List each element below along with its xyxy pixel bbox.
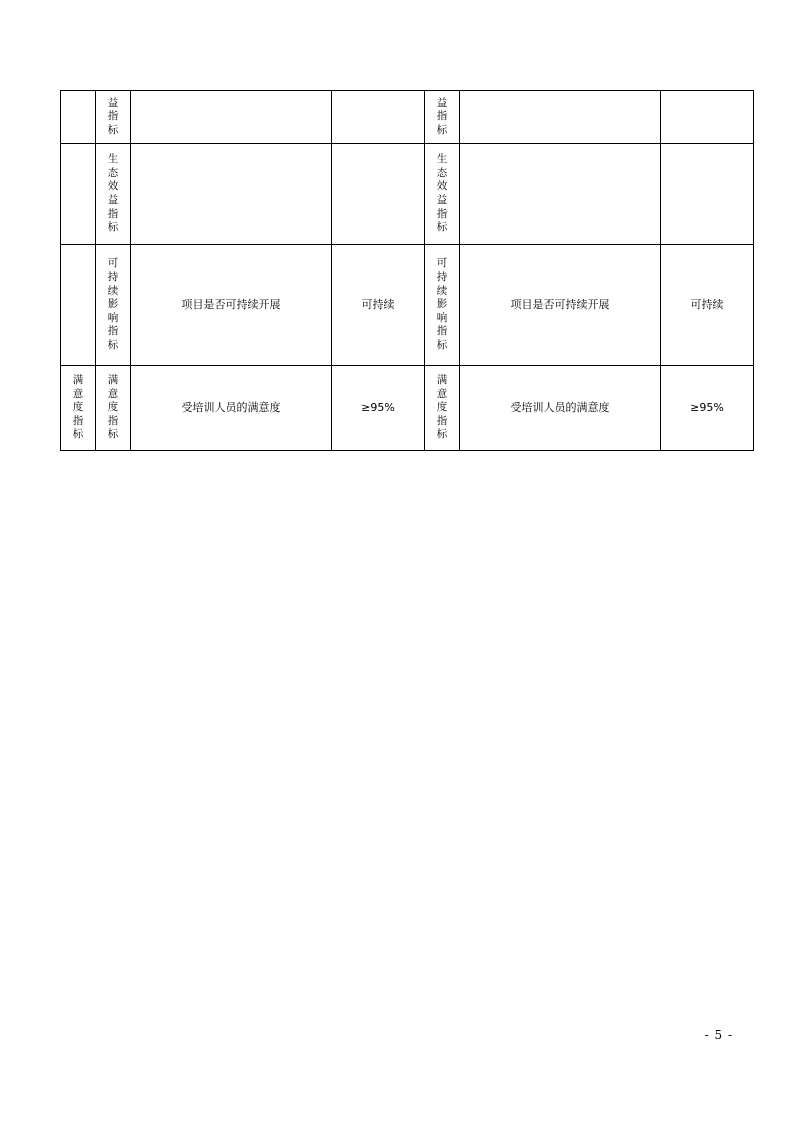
content-left-text: 受培训人员的满意度 — [181, 400, 281, 414]
indicator-right-text: 生态效益指标 — [436, 153, 448, 234]
indicator-left-cell — [96, 366, 131, 451]
value-right-cell — [661, 245, 754, 366]
content-right-text — [460, 115, 660, 119]
indicator-left-text: 生态效益指标 — [107, 153, 119, 234]
indicator-right-cell — [425, 144, 460, 245]
indicator-left-cell — [96, 91, 131, 144]
indicator-left-text: 满意度指标 — [107, 373, 119, 441]
indicator-right-text: 可持续影响指标 — [436, 257, 448, 352]
value-left-text — [332, 192, 424, 196]
indicator-left-cell — [96, 245, 131, 366]
content-left-text — [131, 192, 331, 196]
value-right-cell — [661, 91, 754, 144]
table-row — [61, 144, 754, 245]
value-left-text — [332, 115, 424, 119]
value-left-cell — [332, 144, 425, 245]
value-left-cell — [332, 245, 425, 366]
value-right-cell — [661, 366, 754, 451]
indicator-right-cell — [425, 245, 460, 366]
content-left-text — [131, 115, 331, 119]
indicator-left-text: 益指标 — [107, 96, 119, 136]
content-left-text: 项目是否可持续开展 — [181, 297, 281, 311]
category-text: 满意度指标 — [72, 373, 84, 441]
category-text — [71, 114, 85, 120]
value-left-text: 可持续 — [361, 297, 395, 311]
value-left-text: ≥95% — [361, 400, 395, 414]
table-row — [61, 366, 754, 451]
value-left-cell — [332, 91, 425, 144]
content-right-cell — [460, 245, 661, 366]
content-left-cell — [131, 91, 332, 144]
category-text — [71, 191, 85, 197]
performance-indicator-table — [60, 90, 754, 451]
value-right-text — [661, 115, 753, 119]
content-right-text: 受培训人员的满意度 — [510, 400, 610, 414]
category-cell — [61, 366, 96, 451]
table-row — [61, 245, 754, 366]
content-left-cell — [131, 366, 332, 451]
value-right-text: ≥95% — [690, 400, 724, 414]
content-right-text: 项目是否可持续开展 — [510, 297, 610, 311]
category-cell — [61, 245, 96, 366]
value-right-cell — [661, 144, 754, 245]
value-right-text — [661, 192, 753, 196]
category-text — [71, 302, 85, 308]
category-cell — [61, 144, 96, 245]
content-right-cell — [460, 366, 661, 451]
indicator-right-cell — [425, 91, 460, 144]
content-left-cell — [131, 144, 332, 245]
content-right-text — [460, 192, 660, 196]
indicator-right-text: 益指标 — [436, 96, 448, 136]
table-row — [61, 91, 754, 144]
content-right-cell — [460, 91, 661, 144]
content-left-cell — [131, 245, 332, 366]
content-right-cell — [460, 144, 661, 245]
indicator-left-cell — [96, 144, 131, 245]
indicator-right-cell — [425, 366, 460, 451]
value-right-text: 可持续 — [690, 297, 724, 311]
indicator-right-text: 满意度指标 — [436, 373, 448, 441]
category-cell — [61, 91, 96, 144]
value-left-cell — [332, 366, 425, 451]
page-number: - 5 - — [704, 1028, 733, 1042]
indicator-left-text: 可持续影响指标 — [107, 257, 119, 352]
